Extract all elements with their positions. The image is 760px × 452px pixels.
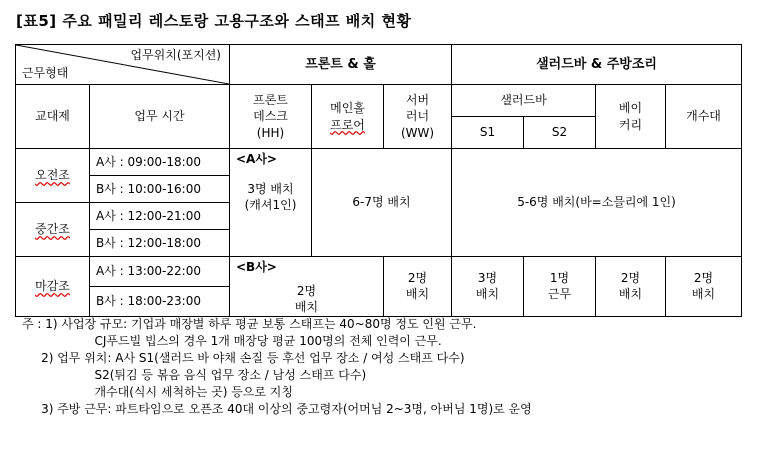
dish-header: 개수대 (666, 85, 742, 149)
work-type-header: 근무형태 (22, 65, 69, 80)
early-b-hours: B사 : 10:00-16:00 (90, 176, 230, 203)
b-s2-cell: 1명 근무 (524, 257, 596, 317)
shift-mid: 중간조 (16, 203, 90, 257)
b-front-cell: <B사> 2명 배치 (230, 257, 384, 317)
note-line: 주 : 1) 사업장 규모: 기업과 매장별 하루 평균 보통 스태프는 40~80명 정도 인원 근무. (22, 317, 477, 331)
front-desk-header: 프론트 데스크 (HH) (230, 85, 312, 149)
shift-header: 교대제 (16, 85, 90, 149)
note-line: 개수대(식시 세척하는 곳) 등으로 지칭 (22, 385, 293, 399)
b-server-cell: 2명 배치 (384, 257, 452, 317)
table-notes (22, 316, 742, 418)
b-dish-cell: 2명 배치 (666, 257, 742, 317)
table-title: [표5] 주요 패밀리 레스토랑 고용구조와 스태프 배치 현황 (16, 12, 412, 30)
note-line: 2) 업무 위치: A사 S1(샐러드 바 야채 손질 등 후선 업무 장소 / 여성 스태프 다수) (22, 351, 465, 365)
mid-a-hours: A사 : 12:00-21:00 (90, 203, 230, 230)
shift-early: 오전조 (16, 149, 90, 203)
staffing-table (15, 44, 742, 317)
b-bakery-cell: 2명 배치 (596, 257, 666, 317)
note-line: 3) 주방 근무: 파트타임으로 오픈조 40대 이상의 중고령자(어머님 2~3명, 아버님 1명)로 운영 (22, 402, 532, 416)
a-salad-cell: 5-6명 배치(바=소믈리에 1인) (452, 149, 742, 257)
s1-header: S1 (452, 117, 524, 149)
note-line: S2(튀김 등 볶음 음식 업무 장소 / 남성 스태프 다수) (22, 368, 367, 382)
a-front-cell: <A사> 3명 배치 (캐셔1인) (230, 149, 312, 257)
a-hall-cell: 6-7명 배치 (312, 149, 452, 257)
salad-bar-header: 샐러드바 (452, 85, 596, 117)
early-a-hours: A사 : 09:00-18:00 (90, 149, 230, 176)
diagonal-header-cell (16, 45, 230, 85)
note-line: CJ푸드빌 빕스의 경우 1개 매장당 평균 100명의 전체 인력이 근무. (22, 334, 442, 348)
late-a-hours: A사 : 13:00-22:00 (90, 257, 230, 287)
shift-late: 마감조 (16, 257, 90, 317)
late-b-hours: B사 : 18:00-23:00 (90, 286, 230, 316)
bakery-header: 베이 커리 (596, 85, 666, 149)
hours-header: 업무 시간 (90, 85, 230, 149)
salad-kitchen-header: 샐러드바 & 주방조리 (452, 45, 742, 85)
b-s1-cell: 3명 배치 (452, 257, 524, 317)
main-hall-header: 메인홀 프로어 (312, 85, 384, 149)
server-header: 서버 러너 (WW) (384, 85, 452, 149)
mid-b-hours: B사 : 12:00-18:00 (90, 230, 230, 257)
s2-header: S2 (524, 117, 596, 149)
front-hall-header: 프론트 & 홀 (230, 45, 452, 85)
position-header: 업무위치(포지션) (130, 48, 221, 62)
